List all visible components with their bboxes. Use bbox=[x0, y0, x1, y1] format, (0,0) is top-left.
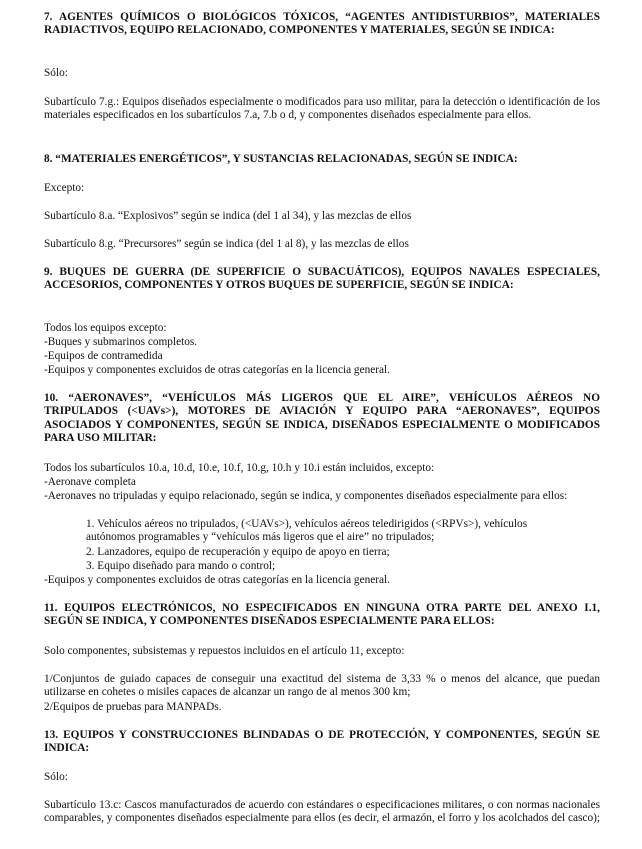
section-9-heading: 9. BUQUES DE GUERRA (DE SUPERFICIE O SUBACUÁTICOS), EQUIPOS NAVALES ESPECIALES, ACCESORIOS, COMPONENTES Y OTROS BUQUES DE SUPERFICIE, SEGÚN SE INDICA: bbox=[44, 266, 600, 292]
section-13-paragraph: Subartículo 13.c: Cascos manufacturados de acuerdo con estándares o especificaciones militares, o con normas nacionales comparables, y componentes diseñados especialmente para ellos (es decir, el armazón, el forro y los acolchados del casco); bbox=[44, 799, 601, 825]
section-7-heading: 7. AGENTES QUÍMICOS O BIOLÓGICOS TÓXICOS, “AGENTES ANTIDISTURBIOS”, MATERIALES RADIACTIVOS, EQUIPO RELACIONADO, COMPONENTES Y MATERIALES, SEGÚN SE INDICA: bbox=[44, 11, 600, 37]
section-7-intro: Sólo: bbox=[44, 67, 68, 79]
section-9-line: -Equipos de contramedida bbox=[44, 350, 163, 362]
section-13-heading: 13. EQUIPOS Y CONSTRUCCIONES BLINDADAS O DE PROTECCIÓN, Y COMPONENTES, SEGÚN SE INDICA: bbox=[44, 729, 600, 755]
section-10-subitem: 1. Vehículos aéreos no tripulados, (<UAVs>), vehículos aéreos teledirigidos (<RPVs>), vehículos autónomos programables y “vehículos más ligeros que el aire” no tripulados; bbox=[86, 518, 528, 544]
section-11-item: 1/Conjuntos de guiado capaces de conseguir una exactitud del sistema de 3,33 % o menos del alcance, que puedan utilizarse en cohetes o misiles capaces de alcanzar un rango de al menos 300 km; bbox=[44, 673, 600, 699]
section-13-intro: Sólo: bbox=[44, 771, 68, 783]
section-10-heading: 10. “AERONAVES”, “VEHÍCULOS MÁS LIGEROS QUE EL AIRE”, VEHÍCULOS AÉREOS NO TRIPULADOS (<UAVs>), MOTORES DE AVIACIÓN Y EQUIPO PARA “AERONAVES”, EQUIPOS ASOCIADOS Y COMPONENTES, SEGÚN SE INDICA, DISEÑADOS ESPECIALMENTE O MODIFICADOS PARA USO MILITAR: bbox=[44, 392, 600, 445]
section-9-line: -Buques y submarinos completos. bbox=[44, 336, 198, 348]
section-11-item: 2/Equipos de pruebas para MANPADs. bbox=[44, 701, 222, 713]
section-10-subitem: 2. Lanzadores, equipo de recuperación y equipo de apoyo en tierra; bbox=[86, 546, 390, 558]
section-8-item-a: Subartículo 8.a. “Explosivos” según se indica (del 1 al 34), y las mezclas de ellos bbox=[44, 210, 412, 222]
section-7-paragraph: Subartículo 7.g.: Equipos diseñados especialmente o modificados para uso militar, para la detección o identificación de los materiales especificados en los subartículos 7.a, 7.b o d, y componentes diseñados especialmente para ellos. bbox=[44, 96, 600, 122]
section-11-intro: Solo componentes, subsistemas y repuestos incluidos en el artículo 11, excepto: bbox=[44, 645, 405, 657]
section-11-heading: 11. EQUIPOS ELECTRÓNICOS, NO ESPECIFICADOS EN NINGUNA OTRA PARTE DEL ANEXO I.1, SEGÚN SE INDICA, Y COMPONENTES DISEÑADOS ESPECIALMENTE PARA ELLOS: bbox=[44, 602, 600, 628]
section-10-line: -Aeronave completa bbox=[44, 476, 136, 488]
section-8-item-g: Subartículo 8.g. “Precursores” según se indica (del 1 al 8), y las mezclas de ellos bbox=[44, 238, 409, 250]
section-10-line: Todos los subartículos 10.a, 10.d, 10.e, 10.f, 10.g, 10.h y 10.i están incluidos, excepto: bbox=[44, 462, 435, 474]
section-8-intro: Excepto: bbox=[44, 182, 85, 194]
section-8-heading: 8. “MATERIALES ENERGÉTICOS”, Y SUSTANCIAS RELACIONADAS, SEGÚN SE INDICA: bbox=[44, 153, 518, 165]
section-10-subitem: 3. Equipo diseñado para mando o control; bbox=[86, 560, 276, 572]
section-9-line: Todos los equipos excepto: bbox=[44, 322, 167, 334]
section-9-line: -Equipos y componentes excluidos de otras categorías en la licencia general. bbox=[44, 364, 390, 376]
section-10-line: -Aeronaves no tripuladas y equipo relacionado, según se indica, y componentes diseñados especialmente para ellos: bbox=[44, 490, 568, 502]
section-10-line: -Equipos y componentes excluidos de otras categorías en la licencia general. bbox=[44, 574, 390, 586]
